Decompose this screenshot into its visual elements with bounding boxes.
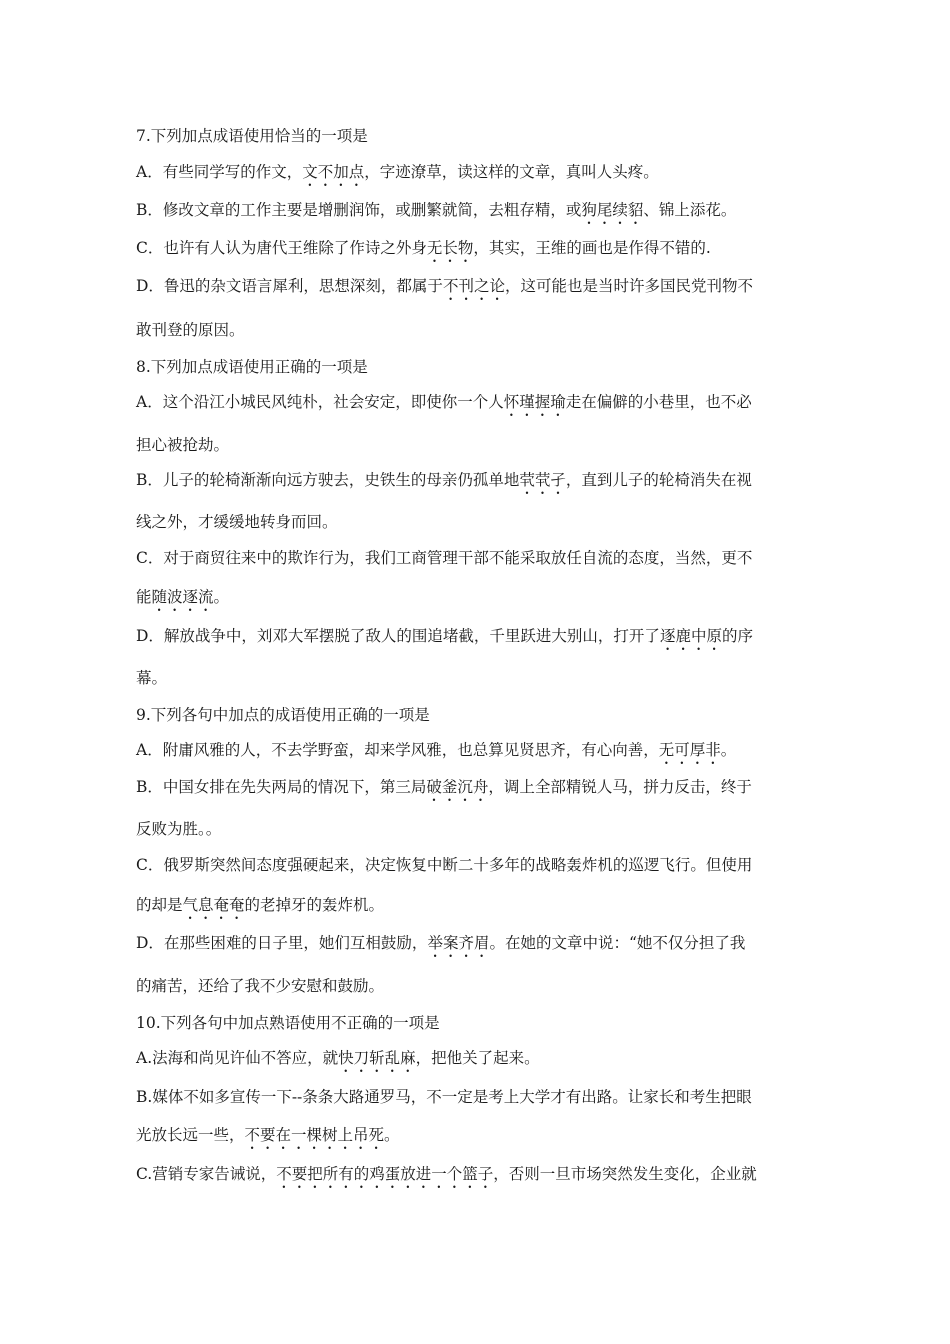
question-8-option-c-cont: 能随波逐流。	[136, 588, 230, 606]
question-9-option-b-cont: 反败为胜。。	[136, 820, 222, 838]
emphasized-idiom: 破釜沉舟	[426, 778, 489, 796]
emphasized-idiom: 无长物	[426, 239, 474, 257]
question-9-option-d: D．在那些困难的日子里，她们互相鼓励，举案齐眉。在她的文章中说：“她不仅分担了我	[136, 934, 746, 952]
emphasized-idiom: 气息奄奄	[182, 896, 245, 914]
emphasized-idiom: 狗尾续貂	[581, 201, 644, 219]
question-8-option-a: A．这个沿江小城民风纯朴，社会安定，即使你一个人怀瑾握瑜走在偏僻的小巷里，也不必	[136, 393, 752, 411]
emphasized-idiom: 不刊之论	[442, 277, 505, 295]
question-9-option-b: B．中国女排在先失两局的情况下，第三局破釜沉舟，调上全部精锐人马，拼力反击，终于	[136, 778, 752, 796]
emphasized-idiom: 举案齐眉	[427, 934, 490, 952]
question-8-option-a-cont: 担心被抢劫。	[136, 436, 230, 454]
question-7-option-c: C．也许有人认为唐代王维除了作诗之外身无长物，其实，王维的画也是作得不错的.	[136, 239, 711, 257]
emphasized-idiom: 茕茕孑	[519, 471, 566, 489]
question-10-option-b: B.媒体不如多宣传一下--条条大路通罗马，不一定是考上大学才有出路。让家长和考生把眼	[136, 1088, 752, 1106]
question-10-option-c: C.营销专家告诫说，不要把所有的鸡蛋放进一个篮子，否则一旦市场突然发生变化，企业就	[136, 1165, 757, 1183]
emphasized-idiom: 文不加点	[302, 163, 365, 181]
question-7-option-d: D．鲁迅的杂文语言犀利，思想深刻，都属于不刊之论，这可能也是当时许多国民党刊物不	[136, 277, 753, 295]
question-7-stem: 7.下列加点成语使用恰当的一项是	[136, 127, 368, 145]
question-9-stem: 9.下列各句中加点的成语使用正确的一项是	[136, 706, 430, 724]
emphasized-idiom: 不要在一棵树上吊死	[244, 1126, 385, 1144]
question-9-option-a: A．附庸风雅的人，不去学野蛮，却来学风雅，也总算见贤思齐，有心向善，无可厚非。	[136, 741, 737, 759]
question-8-option-d: D．解放战争中，刘邓大军摆脱了敌人的围追堵截，千里跃进大别山，打开了逐鹿中原的序	[136, 627, 753, 645]
question-8-option-b: B．儿子的轮椅渐渐向远方驶去，史铁生的母亲仍孤单地茕茕孑，直到儿子的轮椅消失在视	[136, 471, 752, 489]
question-7-option-d-cont: 敢刊登的原因。	[136, 321, 245, 339]
question-10-stem: 10.下列各句中加点熟语使用不正确的一项是	[136, 1014, 440, 1032]
question-7-option-a: A．有些同学写的作文，文不加点，字迹潦草，读这样的文章，真叫人头疼。	[136, 163, 659, 181]
question-9-option-c: C．俄罗斯突然间态度强硬起来，决定恢复中断二十多年的战略轰炸机的巡逻飞行。但使用	[136, 856, 753, 874]
question-8-option-d-cont: 幕。	[136, 669, 168, 687]
emphasized-idiom: 逐鹿中原	[659, 627, 722, 645]
question-8-stem: 8.下列加点成语使用正确的一项是	[136, 358, 368, 376]
emphasized-idiom: 无可厚非	[658, 741, 721, 759]
question-9-option-d-cont: 的痛苦，还给了我不少安慰和鼓励。	[136, 977, 385, 995]
emphasized-idiom: 快刀斩乱麻	[338, 1049, 416, 1067]
emphasized-idiom: 随波逐流	[151, 588, 214, 606]
emphasized-idiom: 怀瑾握瑜	[503, 393, 566, 411]
question-8-option-b-cont: 线之外，才缓缓地转身而回。	[136, 513, 338, 531]
question-9-option-c-cont: 的却是气息奄奄的老掉牙的轰炸机。	[136, 896, 385, 914]
question-8-option-c: C．对于商贸往来中的欺诈行为，我们工商管理干部不能采取放任自流的态度，当然，更不	[136, 549, 753, 567]
question-10-option-b-cont: 光放长远一些，不要在一棵树上吊死。	[136, 1126, 400, 1144]
emphasized-idiom: 不要把所有的鸡蛋放进一个篮子	[276, 1165, 494, 1183]
question-10-option-a: A.法海和尚见许仙不答应，就快刀斩乱麻，把他关了起来。	[136, 1049, 540, 1067]
question-7-option-b: B．修改文章的工作主要是增删润饰，或删繁就简，去粗存精，或狗尾续貂、锦上添花。	[136, 201, 737, 219]
